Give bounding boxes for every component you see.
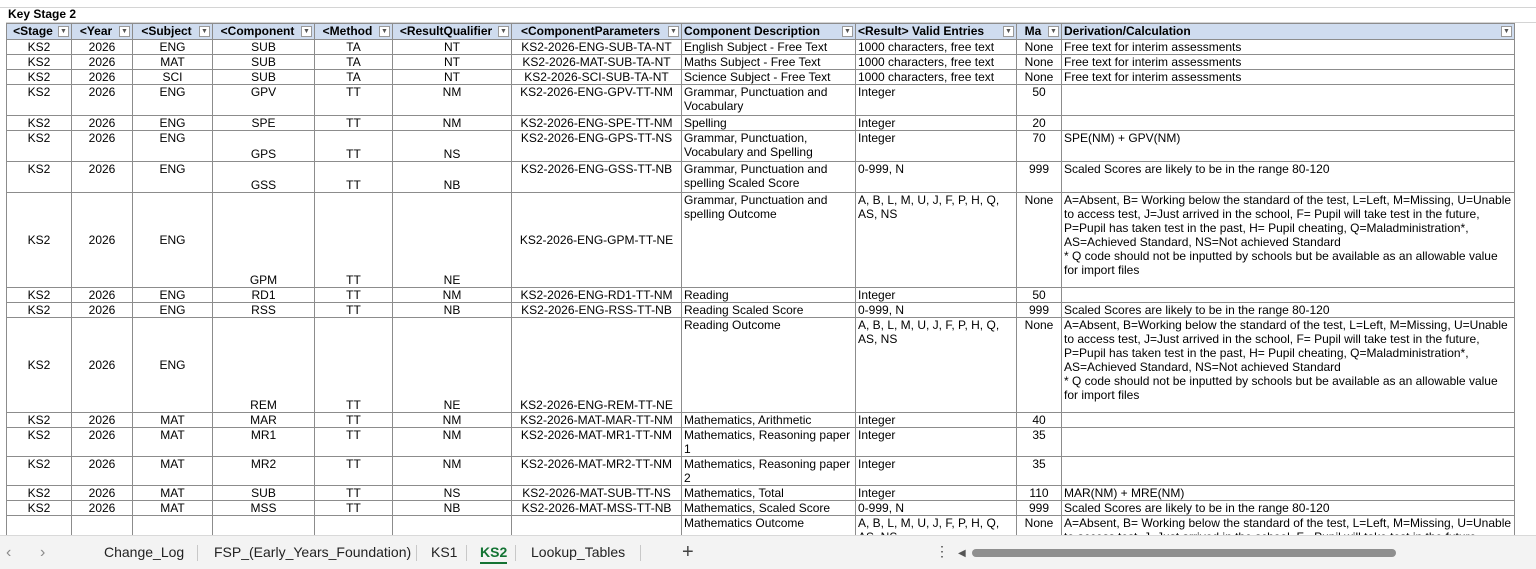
qualifier-cell[interactable]: NM	[393, 413, 512, 428]
filter-dropdown-icon[interactable]: ▼	[498, 26, 509, 37]
stage-cell[interactable]: KS2	[7, 162, 72, 193]
scroll-left-arrow-icon[interactable]: ◀	[958, 548, 966, 559]
year-cell[interactable]: 2026	[72, 428, 133, 457]
valid-entries-cell[interactable]: Integer	[856, 413, 1017, 428]
year-cell[interactable]: 2026	[72, 70, 133, 85]
table-row	[7, 131, 1515, 162]
params-cell[interactable]: KS2-2026-ENG-GPM-TT-NE	[512, 193, 682, 288]
data-table	[6, 23, 1515, 559]
tab-separator	[466, 545, 467, 561]
table-row	[7, 413, 1515, 428]
derivation-cell[interactable]: Scaled Scores are likely to be in the range 80-120	[1062, 303, 1515, 318]
max-cell[interactable]: None	[1017, 516, 1062, 559]
filter-dropdown-icon[interactable]: ▼	[301, 26, 312, 37]
max-cell[interactable]: 35	[1017, 428, 1062, 457]
max-cell[interactable]: 999	[1017, 162, 1062, 193]
year-cell[interactable]: 2026	[72, 457, 133, 486]
params-cell[interactable]: KS2-2026-ENG-GPS-TT-NS	[512, 131, 682, 162]
header-label: <ComponentParameters	[520, 24, 661, 38]
year-cell[interactable]: 2026	[72, 162, 133, 193]
valid-entries-cell[interactable]: 1000 characters, free text	[856, 70, 1017, 85]
sheet-tab-bar	[0, 535, 1536, 569]
component-cell[interactable]: SUB	[213, 486, 315, 501]
header-max[interactable]	[1017, 24, 1062, 40]
tab-separator	[197, 545, 198, 561]
year-cell[interactable]: 2026	[72, 303, 133, 318]
derivation-cell[interactable]: Scaled Scores are likely to be in the range 80-120	[1062, 162, 1515, 193]
component-cell[interactable]: GPS	[213, 131, 315, 162]
valid-entries-cell[interactable]: 1000 characters, free text	[856, 40, 1017, 55]
subject-cell[interactable]: MAT	[133, 457, 213, 486]
description-cell[interactable]: Grammar, Punctuation, Vocabulary and Spelling	[682, 131, 856, 162]
table-row	[7, 55, 1515, 70]
derivation-cell[interactable]: Free text for interim assessments	[1062, 70, 1515, 85]
description-cell[interactable]: Mathematics, Scaled Score	[682, 501, 856, 516]
table-row	[7, 85, 1515, 116]
stage-cell[interactable]: KS2	[7, 70, 72, 85]
spreadsheet-grid[interactable]	[6, 7, 1536, 535]
derivation-cell[interactable]: A=Absent, B=Working below the standard of the test, L=Left, M=Missing, U=Unable to access test, J=Just arrived in the school, F= Pupil will take test in the future, P=Pupil has taken test in the past, H= Pupil cheating, Q=Maladministration*, AS=Achieved Standard, NS=Not achieved Standard * Q code should not be inputted by schools but be available as an allowable value for import files	[1062, 318, 1515, 413]
tab-separator	[515, 545, 516, 561]
max-cell[interactable]: None	[1017, 318, 1062, 413]
params-cell[interactable]: KS2-2026-SCI-SUB-TA-NT	[512, 70, 682, 85]
header-method[interactable]	[315, 24, 393, 40]
year-cell[interactable]: 2026	[72, 486, 133, 501]
table-row	[7, 457, 1515, 486]
scrollbar-thumb[interactable]	[972, 549, 1396, 557]
params-cell[interactable]: KS2-2026-ENG-SPE-TT-NM	[512, 116, 682, 131]
description-cell[interactable]: Grammar, Punctuation and spelling Scaled Score	[682, 162, 856, 193]
derivation-cell[interactable]	[1062, 85, 1515, 116]
header-valid-entries[interactable]	[856, 24, 1017, 40]
valid-entries-cell[interactable]: Integer	[856, 428, 1017, 457]
subject-cell[interactable]: ENG	[133, 288, 213, 303]
tab-separator	[416, 545, 417, 561]
header-label: Component Description	[684, 24, 821, 38]
stage-cell[interactable]: KS2	[7, 131, 72, 162]
filter-dropdown-icon[interactable]: ▼	[199, 26, 210, 37]
component-cell[interactable]: GPM	[213, 193, 315, 288]
filter-dropdown-icon[interactable]: ▼	[379, 26, 390, 37]
component-cell[interactable]: SUB	[213, 40, 315, 55]
max-cell[interactable]: 50	[1017, 85, 1062, 116]
qualifier-cell[interactable]: NT	[393, 40, 512, 55]
tab-ks2[interactable]: KS2	[480, 544, 508, 560]
description-cell[interactable]: Reading	[682, 288, 856, 303]
method-cell[interactable]: TT	[315, 457, 393, 486]
header-derivation[interactable]	[1062, 24, 1515, 40]
qualifier-cell[interactable]: NT	[393, 55, 512, 70]
component-cell[interactable]: REM	[213, 318, 315, 413]
header-label: Derivation/Calculation	[1064, 24, 1191, 38]
header-result-qualifier[interactable]	[393, 24, 512, 40]
derivation-cell[interactable]: Free text for interim assessments	[1062, 40, 1515, 55]
header-label: <Stage	[13, 24, 53, 38]
qualifier-cell[interactable]: NB	[393, 162, 512, 193]
header-label: Ma	[1024, 24, 1042, 38]
component-cell[interactable]: SUB	[213, 55, 315, 70]
params-cell[interactable]: KS2-2026-MAT-MAR-TT-NM	[512, 413, 682, 428]
params-cell[interactable]: KS2-2026-ENG-GPV-TT-NM	[512, 85, 682, 116]
max-cell[interactable]: None	[1017, 40, 1062, 55]
description-cell[interactable]: Reading Scaled Score	[682, 303, 856, 318]
subject-cell[interactable]: ENG	[133, 318, 213, 413]
valid-entries-cell[interactable]: 0-999, N	[856, 162, 1017, 193]
params-cell[interactable]: KS2-2026-MAT-MSS-TT-NB	[512, 501, 682, 516]
subject-cell[interactable]: ENG	[133, 116, 213, 131]
description-cell[interactable]: Spelling	[682, 116, 856, 131]
description-cell[interactable]: Mathematics, Arithmetic	[682, 413, 856, 428]
params-cell[interactable]: KS2-2026-ENG-REM-TT-NE	[512, 318, 682, 413]
tab-fsp-early-years[interactable]: FSP_(Early_Years_Foundation)	[214, 544, 412, 560]
derivation-cell[interactable]: Free text for interim assessments	[1062, 55, 1515, 70]
method-cell[interactable]: TT	[315, 501, 393, 516]
method-cell[interactable]: TA	[315, 55, 393, 70]
stage-cell[interactable]: KS2	[7, 413, 72, 428]
params-cell[interactable]: KS2-2026-ENG-GSS-TT-NB	[512, 162, 682, 193]
qualifier-cell[interactable]: NB	[393, 303, 512, 318]
table-row	[7, 303, 1515, 318]
derivation-cell[interactable]	[1062, 428, 1515, 457]
params-cell[interactable]: KS2-2026-MAT-MR2-TT-NM	[512, 457, 682, 486]
method-cell[interactable]: TT	[315, 413, 393, 428]
filter-dropdown-icon[interactable]: ▼	[1048, 26, 1059, 37]
add-sheet-button[interactable]: +	[682, 541, 694, 563]
component-cell[interactable]: MR2	[213, 457, 315, 486]
component-cell[interactable]: RSS	[213, 303, 315, 318]
scroll-tabs-left-icon[interactable]: ‹	[6, 544, 12, 561]
year-cell[interactable]: 2026	[72, 85, 133, 116]
qualifier-cell[interactable]: NT	[393, 70, 512, 85]
method-cell[interactable]: TT	[315, 85, 393, 116]
table-row	[7, 116, 1515, 131]
stage-cell[interactable]: KS2	[7, 428, 72, 457]
year-cell[interactable]: 2026	[72, 193, 133, 288]
header-label: <ResultQualifier	[399, 24, 493, 38]
description-cell[interactable]: Science Subject - Free Text	[682, 70, 856, 85]
valid-entries-cell[interactable]: 0-999, N	[856, 501, 1017, 516]
filter-dropdown-icon[interactable]: ▼	[1003, 26, 1014, 37]
year-cell[interactable]: 2026	[72, 55, 133, 70]
method-cell[interactable]: TA	[315, 40, 393, 55]
valid-entries-cell[interactable]: Integer	[856, 85, 1017, 116]
valid-entries-cell[interactable]: Integer	[856, 288, 1017, 303]
params-cell[interactable]: KS2-2026-MAT-MR1-TT-NM	[512, 428, 682, 457]
subject-cell[interactable]: MAT	[133, 486, 213, 501]
qualifier-cell[interactable]: NM	[393, 428, 512, 457]
table-row	[7, 40, 1515, 55]
stage-cell[interactable]: KS2	[7, 486, 72, 501]
table-row	[7, 288, 1515, 303]
header-row	[7, 24, 1515, 40]
year-cell[interactable]: 2026	[72, 413, 133, 428]
header-label: <Method	[322, 24, 373, 38]
method-cell[interactable]: TT	[315, 116, 393, 131]
qualifier-cell[interactable]: NM	[393, 457, 512, 486]
year-cell[interactable]: 2026	[72, 116, 133, 131]
tab-ks1[interactable]: KS1	[431, 544, 458, 560]
table-row	[7, 162, 1515, 193]
stage-cell[interactable]: KS2	[7, 501, 72, 516]
max-cell[interactable]: 50	[1017, 288, 1062, 303]
description-cell[interactable]: Mathematics, Reasoning paper 1	[682, 428, 856, 457]
derivation-cell[interactable]	[1062, 413, 1515, 428]
max-cell[interactable]: 40	[1017, 413, 1062, 428]
stage-cell[interactable]: KS2	[7, 116, 72, 131]
max-cell[interactable]: None	[1017, 70, 1062, 85]
tab-lookup-tables[interactable]: Lookup_Tables	[531, 544, 626, 560]
subject-cell[interactable]: MAT	[133, 428, 213, 457]
filter-dropdown-icon[interactable]: ▼	[119, 26, 130, 37]
method-cell[interactable]: TT	[315, 303, 393, 318]
params-cell[interactable]: KS2-2026-MAT-SUB-TT-NS	[512, 486, 682, 501]
qualifier-cell[interactable]: NE	[393, 193, 512, 288]
component-cell[interactable]: SPE	[213, 116, 315, 131]
component-cell[interactable]: MAR	[213, 413, 315, 428]
method-cell[interactable]: TA	[315, 70, 393, 85]
header-label: <Year	[79, 24, 113, 38]
subject-cell[interactable]: ENG	[133, 303, 213, 318]
max-cell[interactable]: 20	[1017, 116, 1062, 131]
header-subject[interactable]	[133, 24, 213, 40]
table-row	[7, 428, 1515, 457]
header-label: <Subject	[141, 24, 192, 38]
more-options-icon[interactable]: ⋮	[935, 543, 949, 559]
header-year[interactable]	[72, 24, 133, 40]
subject-cell[interactable]: MAT	[133, 55, 213, 70]
stage-cell[interactable]: KS2	[7, 288, 72, 303]
subject-cell[interactable]: MAT	[133, 413, 213, 428]
valid-entries-cell[interactable]: Integer	[856, 116, 1017, 131]
max-cell[interactable]: 999	[1017, 501, 1062, 516]
max-cell[interactable]: None	[1017, 193, 1062, 288]
header-stage[interactable]	[7, 24, 72, 40]
year-cell[interactable]: 2026	[72, 40, 133, 55]
method-cell[interactable]: TT	[315, 486, 393, 501]
qualifier-cell[interactable]: NE	[393, 318, 512, 413]
stage-cell[interactable]: KS2	[7, 55, 72, 70]
component-cell[interactable]: SUB	[213, 70, 315, 85]
filter-dropdown-icon[interactable]: ▼	[58, 26, 69, 37]
method-cell[interactable]: TT	[315, 162, 393, 193]
filter-dropdown-icon[interactable]: ▼	[842, 26, 853, 37]
derivation-cell[interactable]: A=Absent, B= Working below the standard of the test, L=Left, M=Missing, U=Unable to access test, J=Just arrived in the school, F= Pupil will take test in the future, P=Pupil has taken test in the past, H= Pupil cheating, Q=Maladministration*, AS=Achieved Standard, NS=Not achieved Standard * Q code should not be inputted by schools but be available as an allowable value for import files	[1062, 193, 1515, 288]
qualifier-cell[interactable]: NB	[393, 501, 512, 516]
params-cell[interactable]: KS2-2026-ENG-RSS-TT-NB	[512, 303, 682, 318]
params-cell[interactable]: KS2-2026-ENG-SUB-TA-NT	[512, 40, 682, 55]
max-cell[interactable]: 999	[1017, 303, 1062, 318]
section-title: Key Stage 2	[6, 7, 1536, 23]
table-row	[7, 193, 1515, 288]
valid-entries-cell[interactable]: 1000 characters, free text	[856, 55, 1017, 70]
qualifier-cell[interactable]: NM	[393, 288, 512, 303]
subject-cell[interactable]: ENG	[133, 85, 213, 116]
description-cell[interactable]: Mathematics Outcome	[682, 516, 856, 559]
qualifier-cell[interactable]: NS	[393, 486, 512, 501]
description-cell[interactable]: Mathematics, Reasoning paper 2	[682, 457, 856, 486]
valid-entries-cell[interactable]: A, B, L, M, U, J, F, P, H, Q, AS, NS	[856, 193, 1017, 288]
table-body	[7, 40, 1515, 559]
valid-entries-cell[interactable]: Integer	[856, 486, 1017, 501]
max-cell[interactable]: 35	[1017, 457, 1062, 486]
subject-cell[interactable]: MAT	[133, 501, 213, 516]
header-label: <Result> Valid Entries	[858, 24, 985, 38]
description-cell[interactable]: English Subject - Free Text	[682, 40, 856, 55]
tab-change-log[interactable]: Change_Log	[104, 544, 185, 560]
table-row	[7, 486, 1515, 501]
derivation-cell[interactable]	[1062, 457, 1515, 486]
component-cell[interactable]: RD1	[213, 288, 315, 303]
stage-cell[interactable]: KS2	[7, 40, 72, 55]
description-cell[interactable]: Reading Outcome	[682, 318, 856, 413]
max-cell[interactable]: None	[1017, 55, 1062, 70]
component-cell[interactable]: GPV	[213, 85, 315, 116]
table-row	[7, 318, 1515, 413]
valid-entries-cell[interactable]: 0-999, N	[856, 303, 1017, 318]
header-component-description[interactable]	[682, 24, 856, 40]
derivation-cell[interactable]: A=Absent, B= Working below the standard of the test, L=Left, M=Missing, U=Unable	[1062, 516, 1515, 559]
component-cell[interactable]: MSS	[213, 501, 315, 516]
derivation-cell[interactable]: SPE(NM) + GPV(NM)	[1062, 131, 1515, 162]
qualifier-cell[interactable]: NM	[393, 116, 512, 131]
filter-dropdown-icon[interactable]: ▼	[1501, 26, 1512, 37]
description-cell[interactable]: Maths Subject - Free Text	[682, 55, 856, 70]
header-component[interactable]	[213, 24, 315, 40]
derivation-cell[interactable]	[1062, 288, 1515, 303]
valid-entries-cell[interactable]: A, B, L, M, U, J, F, P, H, Q, AS, NS	[856, 318, 1017, 413]
subject-cell[interactable]: ENG	[133, 40, 213, 55]
subject-cell[interactable]: ENG	[133, 162, 213, 193]
stage-cell[interactable]: KS2	[7, 318, 72, 413]
subject-cell[interactable]: SCI	[133, 70, 213, 85]
qualifier-cell[interactable]: NM	[393, 85, 512, 116]
table-row	[7, 70, 1515, 85]
max-cell[interactable]: 70	[1017, 131, 1062, 162]
params-cell[interactable]: KS2-2026-MAT-SUB-TA-NT	[512, 55, 682, 70]
year-cell[interactable]: 2026	[72, 318, 133, 413]
stage-cell[interactable]: KS2	[7, 193, 72, 288]
component-cell[interactable]: GSS	[213, 162, 315, 193]
derivation-cell[interactable]	[1062, 116, 1515, 131]
tab-separator	[640, 545, 641, 561]
max-cell[interactable]: 110	[1017, 486, 1062, 501]
derivation-cell[interactable]: MAR(NM) + MRE(NM)	[1062, 486, 1515, 501]
subject-cell[interactable]: ENG	[133, 193, 213, 288]
filter-dropdown-icon[interactable]: ▼	[668, 26, 679, 37]
method-cell[interactable]: TT	[315, 193, 393, 288]
scroll-tabs-right-icon[interactable]: ›	[40, 544, 46, 561]
stage-cell[interactable]: KS2	[7, 85, 72, 116]
qualifier-cell[interactable]: NS	[393, 131, 512, 162]
method-cell[interactable]: TT	[315, 318, 393, 413]
horizontal-scrollbar[interactable]	[958, 549, 1478, 557]
subject-cell[interactable]: ENG	[133, 131, 213, 162]
description-cell[interactable]: Grammar, Punctuation and Vocabulary	[682, 85, 856, 116]
header-component-parameters[interactable]	[512, 24, 682, 40]
year-cell[interactable]: 2026	[72, 288, 133, 303]
year-cell[interactable]: 2026	[72, 131, 133, 162]
description-cell[interactable]: Mathematics, Total	[682, 486, 856, 501]
stage-cell[interactable]: KS2	[7, 457, 72, 486]
method-cell[interactable]: TT	[315, 428, 393, 457]
component-cell[interactable]: MR1	[213, 428, 315, 457]
valid-entries-cell[interactable]: Integer	[856, 457, 1017, 486]
params-cell[interactable]: KS2-2026-ENG-RD1-TT-NM	[512, 288, 682, 303]
table-row	[7, 501, 1515, 516]
description-cell[interactable]: Grammar, Punctuation and spelling Outcome	[682, 193, 856, 288]
method-cell[interactable]: TT	[315, 288, 393, 303]
stage-cell[interactable]: KS2	[7, 303, 72, 318]
year-cell[interactable]: 2026	[72, 501, 133, 516]
valid-entries-cell[interactable]: A, B, L, M, U, J, F, P, H, Q,	[856, 516, 1017, 559]
valid-entries-cell[interactable]: Integer	[856, 131, 1017, 162]
derivation-cell[interactable]: Scaled Scores are likely to be in the range 80-120	[1062, 501, 1515, 516]
header-label: <Component	[220, 24, 295, 38]
method-cell[interactable]: TT	[315, 131, 393, 162]
